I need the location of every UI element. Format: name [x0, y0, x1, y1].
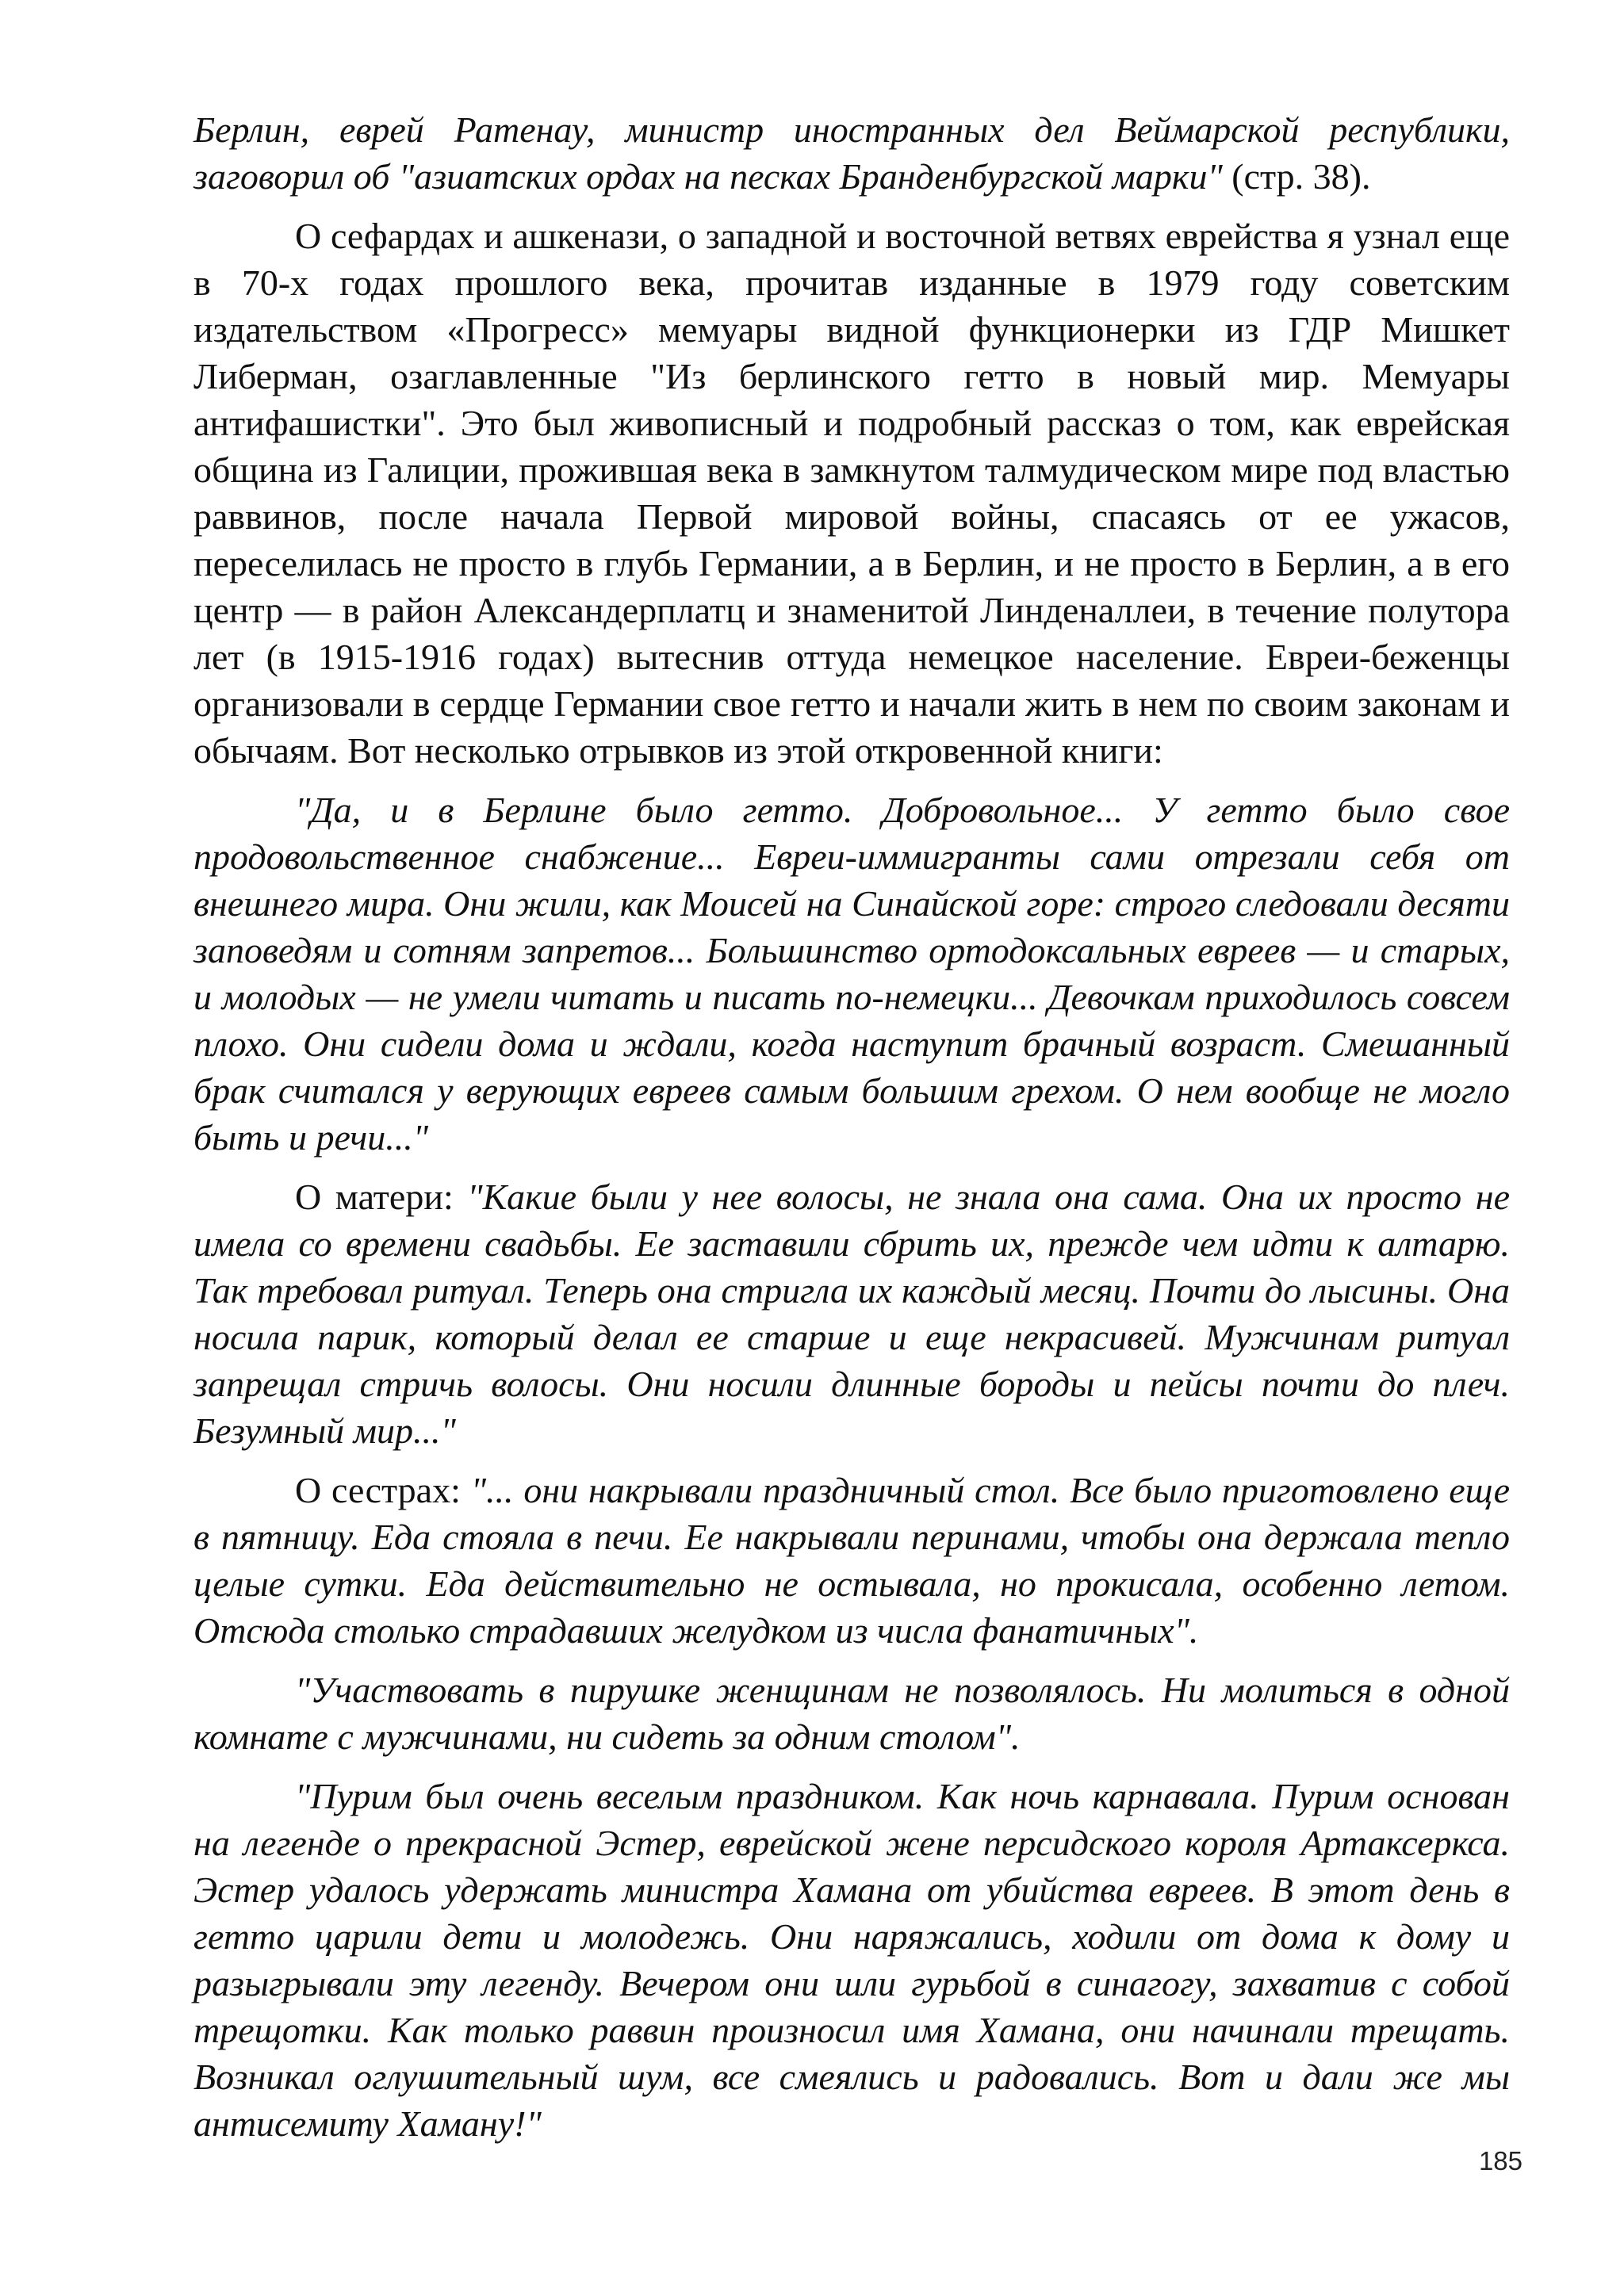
quote-text: Берлин, еврей Ратенау, министр иностранных дел Веймарской республики, заговорил об "азиатских ордах на песках Бранденбургской марки"	[193, 109, 1510, 197]
quote-text: "Пурим был очень веселым праздником. Как ночь карнавала. Пурим основан на легенде о прекрасной Эстер, еврейской жене персидского короля Артаксеркса. Эстер удалось удержать министра Хамана от убийства евреев. В этот день в гетто царили дети и молодежь. Они наряжались, ходили от дома к дому и разыгрывали эту легенду. Вечером они шли гурьбой в синагогу, захватив с собой трещотки. Как только раввин произносил имя Хамана, они начинали трещать. Возникал оглушительный шум, все смеялись и радовались. Вот и дали же мы антисемиту Хаману!"	[193, 1776, 1510, 2144]
quote-text: "Участвовать в пирушке женщинам не позволялось. Ни молиться в одной комнате с мужчинами, ни сидеть за одним столом".	[193, 1670, 1510, 1757]
quote-text: "... они накрывали праздничный стол. Все было приготовлено еще в пятницу. Еда стояла в печи. Ее накрывали перинами, чтобы она держала тепло целые сутки. Еда действительно не остывала, но прокисала, особенно летом. Отсюда столько страдавших желудком из числа фанатичных".	[193, 1470, 1510, 1651]
quote-text: "Какие были у нее волосы, не знала она сама. Она их просто не имела со времени свадьбы. Ее заставили сбрить их, прежде чем идти к алтарю. Так требовал ритуал. Теперь она стригла их каждый месяц. Почти до лысины. Она носила парик, который делал ее старше и еще некрасивей. Мужчинам ритуал запрещал стричь волосы. Они носили длинные бороды и пейсы почти до плеч. Безумный мир..."	[193, 1177, 1510, 1451]
quote-text: "Да, и в Берлине было гетто. Добровольное... У гетто было свое продовольственное снабжение... Евреи-иммигранты сами отрезали себя от внешнего мира. Они жили, как Моисей на Синайской горе: строго следовали десяти заповедям и сотням запретов... Большинство ортодоксальных евреев — и старых, и молодых — не умели читать и писать по-немецки... Девочкам приходилось совсем плохо. Они сидели дома и ждали, когда наступит брачный возраст. Смешанный брак считался у верующих евреев самым большим грехом. О нем вообще не могло быть и речи..."	[193, 790, 1510, 1158]
lead-in-text: О матери:	[295, 1177, 468, 1217]
paragraph-continuation	[193, 106, 1510, 200]
paragraph-quote-feast	[193, 1667, 1510, 1760]
paragraph-sisters	[193, 1467, 1510, 1654]
paragraph-sephardim	[193, 212, 1510, 774]
paragraph-quote-ghetto	[193, 786, 1510, 1161]
lead-in-text: О сестрах:	[295, 1470, 471, 1510]
citation-text: (стр. 38).	[1222, 156, 1371, 197]
paragraph-mother	[193, 1173, 1510, 1454]
body-text	[193, 106, 1510, 2160]
page-number: 185	[1478, 2146, 1522, 2175]
paragraph-text: О сефардах и ашкенази, о западной и восточной ветвях еврейства я узнал еще в 70-х годах прошлого века, прочитав изданные в 1979 году советским издательством «Прогресс» мемуары видной функционерки из ГДР Мишкет Либерман, озаглавленные "Из берлинского гетто в новый мир. Мемуары антифашистки". Это был живописный и подробный рассказ о том, как еврейская община из Галиции, прожившая века в замкнутом талмудическом мире под властью раввинов, после начала Первой мировой войны, спасаясь от ее ужасов, переселилась не просто в глубь Германии, а в Берлин, и не просто в Берлин, а в его центр — в район Александерплатц и знаменитой Линденаллеи, в течение полутора лет (в 1915-1916 годах) вытеснив оттуда немецкое население. Евреи-беженцы организовали в сердце Германии свое гетто и начали жить в нем по своим законам и обычаям. Вот несколько отрывков из этой откровенной книги:	[193, 216, 1510, 771]
paragraph-quote-purim	[193, 1773, 1510, 2147]
